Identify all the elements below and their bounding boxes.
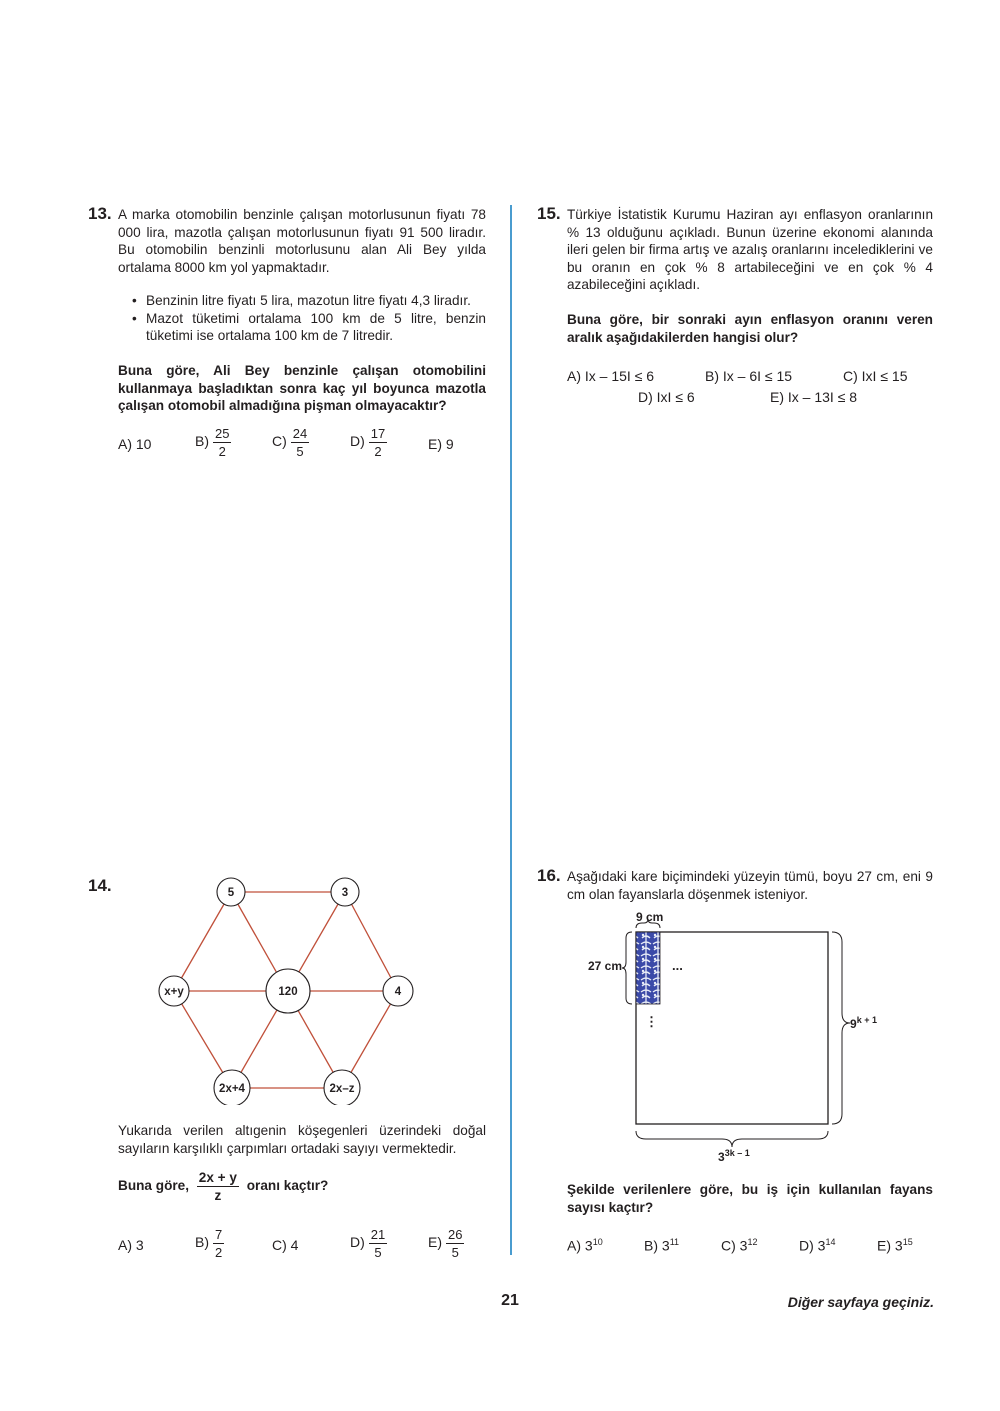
hexagon-diagram xyxy=(140,865,440,1105)
side-bottom-label: $3^{3k - 1}$ xyxy=(718,1148,750,1164)
q13-option-e[interactable]: E) 9 xyxy=(428,436,454,452)
q14-question: Buna göre, $\frac{2x + y}{z}$ oranı kaçtır? xyxy=(118,1170,329,1203)
fraction: $\frac{24}{5}$ xyxy=(292,426,308,459)
q13-option-c[interactable]: C) $\frac{24}{5}$ xyxy=(272,426,308,459)
q13-bullets xyxy=(120,292,486,345)
next-page-note: Diğer sayfaya geçiniz. xyxy=(787,1294,934,1310)
column-divider xyxy=(510,205,512,1255)
q16-option-a[interactable]: A) $3^{10}$ xyxy=(567,1237,603,1254)
q16-option-c[interactable]: C) $3^{12}$ xyxy=(721,1237,758,1254)
q16-option-e[interactable]: E) $3^{15}$ xyxy=(877,1237,913,1254)
fraction: $\frac{7}{2}$ xyxy=(215,1227,223,1260)
q13-question: Buna göre, Ali Bey benzinle çalışan otomobilini kullanmaya başladıktan sonra kaç yıl boyunca mazotla çalışan otomobil almadığına pişman olmayacaktır? xyxy=(118,363,486,413)
q13-option-b[interactable]: B) $\frac{25}{2}$ xyxy=(195,426,230,459)
q16-option-d[interactable]: D) $3^{14}$ xyxy=(799,1237,836,1254)
fraction: $\frac{21}{5}$ xyxy=(370,1227,386,1260)
q15-option-d[interactable]: D) IxI ≤ 6 xyxy=(638,389,695,405)
q15-question: Buna göre, bir sonraki ayın enflasyon oranını veren aralık aşağıdakilerden hangisi olur? xyxy=(567,312,933,345)
side-right-brace xyxy=(832,932,850,1124)
tile-height-label: 27 cm xyxy=(588,959,623,973)
q15-option-c[interactable]: C) IxI ≤ 15 xyxy=(843,368,908,384)
q13-bullet-1: • Benzinin litre fiyatı 5 lira, mazotun litre fiyatı 4,3 liradır. xyxy=(120,292,486,310)
q14-option-e[interactable]: E) $\frac{26}{5}$ xyxy=(428,1227,463,1260)
fraction: $\frac{17}{2}$ xyxy=(370,426,386,459)
q14-option-d[interactable]: D) $\frac{21}{5}$ xyxy=(350,1227,386,1260)
q14-option-c[interactable]: C) 4 xyxy=(272,1237,299,1253)
tile xyxy=(636,932,660,1004)
node-label-bottom-left: 2x+4 xyxy=(219,1083,245,1095)
page-number: 21 xyxy=(501,1292,519,1309)
side-right-label: $9^{k + 1}$ xyxy=(850,1015,877,1031)
tile-height-brace xyxy=(622,932,632,1004)
q15-text: Türkiye İstatistik Kurumu Haziran ayı enflasyon oranlarının % 13 olduğunu açıkladı. Bunun üzerine ekonomi alanında ileri gelen bir firma artış ve azalış oranlarını incelediklerini ve bu oranın en çok % 8 artabileceğini ve en çok % 4 azabileceğini açıkladı. xyxy=(567,207,933,292)
tiling-diagram xyxy=(580,905,900,1165)
q14-number: 14. xyxy=(88,876,112,895)
q14-option-b[interactable]: B) $\frac{7}{2}$ xyxy=(195,1227,223,1260)
horizontal-dots: ... xyxy=(672,958,683,973)
q14-text: Yukarıda verilen altıgenin köşegenleri üzerindeki doğal sayıların karşılıklı çarpımları ortadaki sayıyı vermektedir. xyxy=(118,1123,486,1156)
node-label-left: x+y xyxy=(164,986,184,998)
node-label-bottom-right: 2x–z xyxy=(329,1083,355,1095)
q13-option-d[interactable]: D) $\frac{17}{2}$ xyxy=(350,426,386,459)
q13-bullet-2: • Mazot tüketimi ortalama 100 km de 5 litre, benzin tüketimi ise ortalama 100 km de 7 litredir. xyxy=(120,310,486,345)
node-label-top-left: 5 xyxy=(227,887,235,899)
node-label-top-right: 3 xyxy=(341,887,349,899)
q14-option-a[interactable]: A) 3 xyxy=(118,1237,144,1253)
q13-option-a[interactable]: A) 10 xyxy=(118,436,152,452)
fraction: $\frac{25}{2}$ xyxy=(215,426,230,459)
vertical-dots: ⋮ xyxy=(645,1014,658,1029)
side-bottom-brace xyxy=(636,1131,828,1147)
q15-option-a[interactable]: A) Ix – 15I ≤ 6 xyxy=(567,368,655,384)
q16-text: Aşağıdaki kare biçimindeki yüzeyin tümü, boyu 27 cm, eni 9 cm olan fayanslarla döşenmek isteniyor. xyxy=(567,869,933,902)
q15-number: 15. xyxy=(537,204,561,223)
q14-question-fraction: $\frac{2x + y}{z}$ xyxy=(198,1170,237,1203)
node-label-center: 120 xyxy=(278,986,298,998)
node-label-right: 4 xyxy=(394,986,402,998)
q16-question: Şekilde verilenlere göre, bu iş için kullanılan fayans sayısı kaçtır? xyxy=(567,1182,933,1215)
q13-text: A marka otomobilin benzinle çalışan motorlusunun fiyatı 78 000 lira, mazotla çalışan motorlusunun fiyatı 91 500 liradır. Bu otomobilin benzinli motorlusunu alan Ali Bey yılda ortalama 8000 km yol yapmaktadır. xyxy=(118,207,486,275)
q15-option-e[interactable]: E) Ix – 13I ≤ 8 xyxy=(770,389,858,405)
fraction: $\frac{26}{5}$ xyxy=(448,1227,463,1260)
q13-number: 13. xyxy=(88,204,112,223)
q15-option-b[interactable]: B) Ix – 6I ≤ 15 xyxy=(705,368,793,384)
q16-option-b[interactable]: B) $3^{11}$ xyxy=(644,1237,680,1254)
tile-width-label: 9 cm xyxy=(636,910,664,924)
q16-number: 16. xyxy=(537,866,561,885)
square-surface xyxy=(636,932,828,1124)
